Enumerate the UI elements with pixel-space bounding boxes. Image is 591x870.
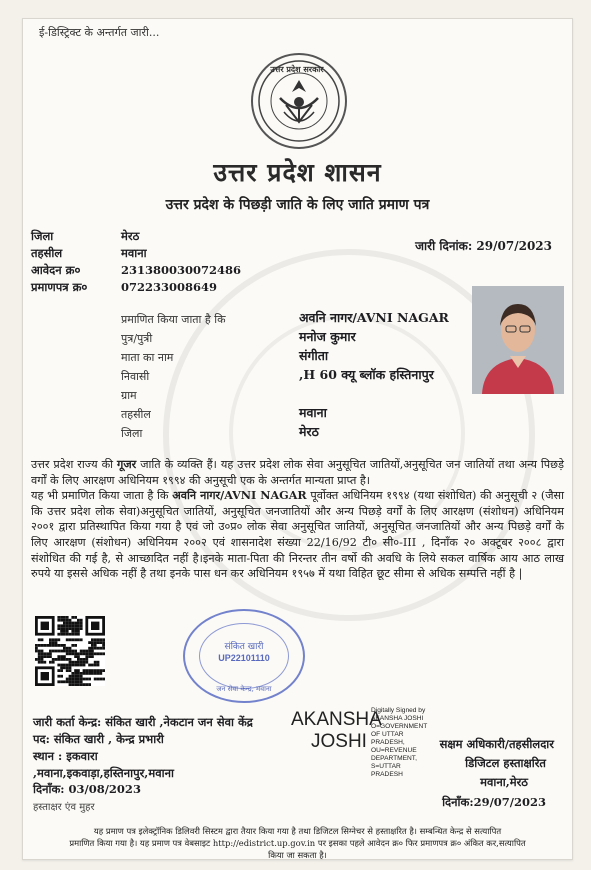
sig-line: AKANSHA JOSHI [371,715,424,722]
officer-place: मवाना,मेरठ [480,775,528,789]
top-note: ई-डिस्ट्रिक्ट के अन्तर्गत जारी... [39,26,160,39]
person-photo-icon [472,286,564,394]
footer-line-3: किया जा सकता है। [268,850,327,860]
sig-line: PRADESH, [371,739,405,746]
detail-value-tehsil: मवाना [299,405,327,420]
certificate-body [31,457,564,582]
district-label: जिला [31,229,54,243]
certificate-subtitle: उत्तर प्रदेश के पिछड़ी जाति के लिए जाति प्रमाण पत्र [165,197,430,213]
stamp-code: UP22101110 [218,653,270,663]
sig-line: OF UTTAR [371,731,404,738]
issuer-place: स्थान : इकवारा [33,749,98,763]
body-text-1b: जाति के व्यक्ति हैं। यह उत्तर प्रदेश लोक सेवा अनुसूचित जातियों,अनुसूचित जन जातियों तथा अन्य पिछड़े वर्गों के लिए आरक्षण अधिनियम १९९४ की अनुसूची एक के अन्तर्गत मान्यता प्राप्त है। [31,458,564,487]
digital-signer-name-2: JOSHI [311,731,367,752]
stamp-name: संकित खारी [224,642,264,652]
issue-date: जारी दिनांक: 29/07/2023 [415,239,552,253]
body-text-2a: यह भी प्रमाणित किया जाता है कि [31,489,173,503]
application-label: आवेदन क्र० [31,263,81,277]
officer-date: दिनाँक:29/07/2023 [442,795,546,809]
footer-line-1: यह प्रमाण पत्र इलेक्ट्रॉनिक डिलिवरी सिस्टम द्वारा तैयार किया गया है तथा डिजिटल सिग्नेचर से हस्ताक्षरित है। सम्बन्धित केन्द्र से सत्यापित [93,826,502,836]
detail-label-tehsil: तहसील [121,408,151,421]
footer-note [33,825,562,861]
detail-label-district: जिला [121,427,143,440]
footer-line-2: प्रमाणित किया गया है। यह प्रमाण पत्र वेबसाइट http://edistrict.up.gov.in पर इसका पहले आवेदन क्र० फिर प्रमाणपत्र क्र० अंकित कर,सत्यापित [69,838,526,848]
digital-signer-name-1: AKANSHA [291,709,382,730]
detail-label-mother: माता का नाम [121,351,174,364]
issuer-post: पद: संकित खारी , केन्द्र प्रभारी [33,732,164,746]
sig-line: O=GOVERNMENT [371,723,428,730]
qr-code-icon [35,616,105,686]
certificate-number: 072233008649 [121,280,218,294]
certificate-label: प्रमाणपत्र क्र० [31,280,88,294]
detail-value-father: मनोज कुमार [299,329,356,344]
issuer-sign-label: हस्ताक्षर एंव मुहर [33,802,95,813]
detail-label-certified: प्रमाणित किया जाता है कि [121,313,226,326]
body-applicant-name: अवनि नागर/AVNI NAGAR [172,488,307,503]
sig-line: OU=REVENUE [371,747,417,754]
detail-label-resident: निवासी [121,370,150,383]
emblem-text: उत्तर प्रदेश सरकार [270,64,324,74]
detail-value-name: अवनि नागर/AVNI NAGAR [299,310,449,325]
sig-line: DEPARTMENT, [371,755,417,762]
sig-line: Digitally Signed by [371,707,426,714]
officer-signed: डिजिटल हस्ताक्षरित [465,756,546,770]
page-title: उत्तर प्रदेश शासन [213,158,382,187]
issuer-address: ,मवाना,इकवाड़ा,हस्तिनापुर,मवाना [33,766,174,780]
detail-value-mother: संगीता [299,348,329,363]
sig-line: S=UTTAR [371,763,401,770]
caste-name: गूजर [117,457,137,471]
application-number: 231380030072486 [121,263,242,277]
issuer-date: दिनाँक: 03/08/2023 [33,782,141,796]
issuing-center: जारी कर्ता केन्द्र: संकित खारी ,नेकटान जन सेवा केंद्र [33,715,253,729]
detail-label-village: ग्राम [121,389,137,402]
qr-code [35,616,105,686]
certificate-sheet [22,18,573,860]
tehsil-label: तहसील [31,246,63,260]
body-text-1a: उत्तर प्रदेश राज्य की [31,458,118,471]
tehsil-value: मवाना [121,246,147,260]
detail-value-address: ,H 60 क्यू ब्लॉक हस्तिनापुर [299,367,434,382]
up-govt-emblem [251,53,347,149]
applicant-photo [472,286,564,394]
detail-label-child-of: पुत्र/पुत्री [121,332,153,345]
officer-title: सक्षम अधिकारी/तहसीलदार [439,737,554,751]
stamp-ring-text: जन सेवा केन्द्र, मवाना [216,685,272,693]
district-value: मेरठ [121,229,140,243]
sig-line: PRADESH [371,771,403,778]
csc-stamp [183,609,305,703]
digital-signature-details [371,707,427,779]
body-text-2b: पूर्वोक्त अधिनियम १९९४ (यथा संशोधित) की अनुसूची २ (जैसा कि उत्तर प्रदेश लोक सेवा)अनुसूचित जातियों, अनुसूचित जनजातियों और अन्य पिछड़े वर्गों के लिए आरक्षण (संशोधन) अधिनियम २००१ द्वारा प्रतिस्थापित किया गया है एवं जो उ०प्र० लोक सेवा अनुसूचित जातियों, अनुसूचित जनजातियों और अन्य पिछड़े वर्गों के लिए आरक्षण (संशोधन) अधिनियम २००२ एवं शासनादेश संख्या 22/16/92 टी० सी०-III , दिनाँक २० अक्टूबर २००८ द्वारा संशोधित की गई है, से आच्छादित नहीं है।इनके माता-पिता की निरन्तर तीन वर्षो की अवधि के लिये सकल वार्षिक आय आठ लाख रुपये या इससे अधिक नहीं है तथा इनके पास धन कर अधिनियम १९५७ में यथा विहित छूट सीमा से अधिक सम्पत्ति नहीं है | [31,489,564,581]
detail-value-district: मेरठ [299,424,319,439]
